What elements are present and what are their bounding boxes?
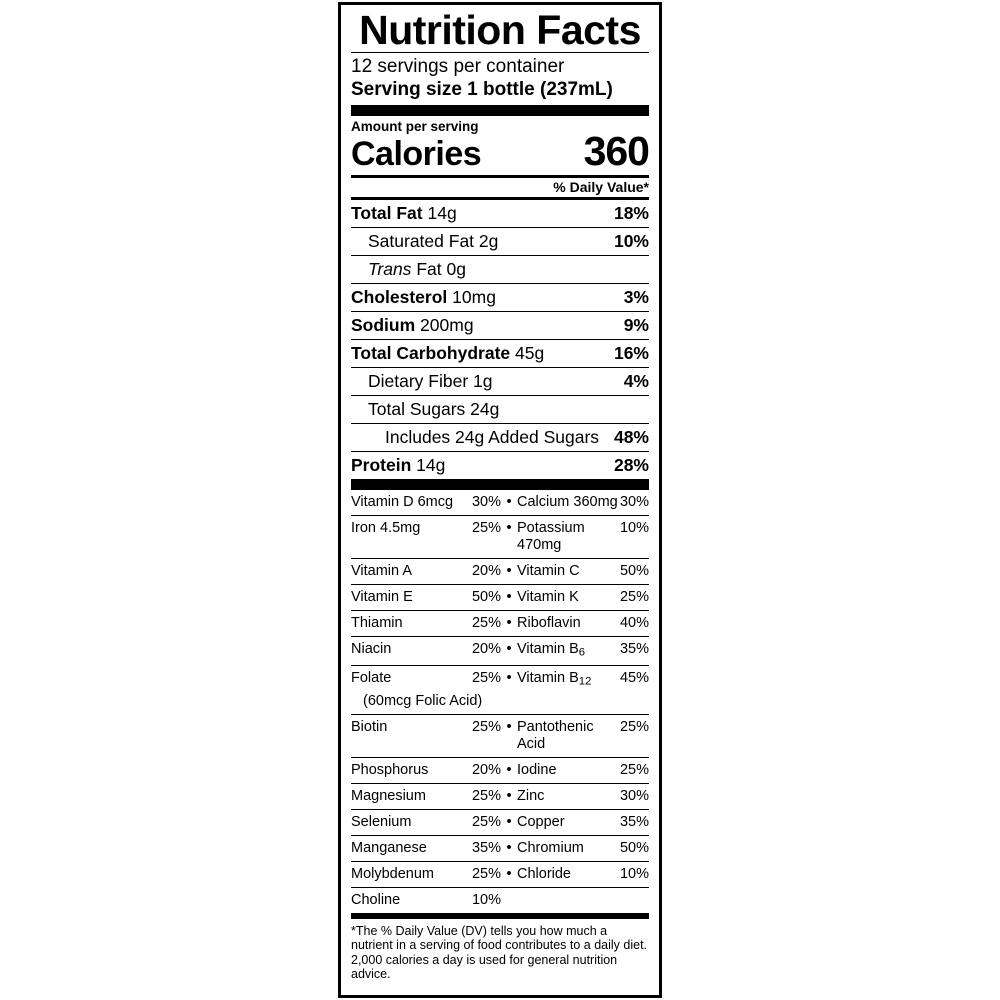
nutrient-name: Cholesterol (351, 287, 448, 307)
nutrient-pct: 16% (613, 343, 649, 363)
vitamin-left-pct: 25% (471, 865, 501, 882)
vitamin-left-pct: 25% (471, 813, 501, 830)
nutrient-name: Dietary Fiber (368, 371, 469, 391)
vitamin-row (351, 836, 649, 861)
vitamin-right-name: Chloride (517, 865, 571, 882)
vitamin-left-pct: 20% (471, 563, 501, 579)
vitamin-left-pct: 30% (471, 494, 501, 510)
vitamin-left-name: Vitamin D 6mcg (351, 494, 454, 510)
vitamin-left-name: Niacin (351, 641, 392, 657)
nutrient-amount: 2g (478, 231, 499, 251)
nutrient-amount: 14g (427, 203, 457, 223)
vitamin-left-pct: 20% (471, 641, 501, 657)
nutrient-amount: 45g (515, 343, 545, 363)
vitamin-left-name: Vitamin E (351, 589, 413, 605)
vitamin-left-pct: 25% (471, 670, 501, 687)
vitamin-right-pct: 25% (619, 718, 649, 735)
vitamin-left-name: Folate (351, 670, 392, 687)
page-title: Nutrition Facts (359, 7, 641, 53)
vitamin-right-pct: 45% (619, 670, 649, 687)
vitamin-right-name: Chromium (517, 839, 584, 856)
bullet-icon: • (506, 813, 512, 830)
vitamin-row (351, 784, 649, 809)
bullet-icon: • (506, 839, 512, 856)
nutrient-name: Sodium (351, 315, 416, 335)
vitamin-left-pct: 10% (471, 891, 501, 908)
bullet-icon: • (506, 520, 512, 536)
nutrient-pct: 3% (623, 287, 649, 307)
nutrition-facts-panel (338, 2, 662, 998)
vitamin-left-name: Choline (351, 891, 401, 908)
vitamin-right-name: Calcium 360mg (517, 494, 618, 510)
bullet-icon: • (506, 761, 512, 778)
divider-thick-calories (351, 105, 649, 116)
nutrient-pct: 10% (613, 231, 649, 251)
nutrient-name: Total Sugars (368, 399, 466, 419)
vitamin-row (351, 666, 649, 694)
nutrient-amount: 1g (473, 371, 493, 391)
footnote: *The % Daily Value (DV) tells you how much a nutrient in a serving of food contributes to a daily diet. 2,000 calories a day is used for general nutrition advice. (351, 923, 648, 982)
vitamin-right-pct: 40% (619, 615, 649, 631)
vitamin-left-name: Biotin (351, 718, 388, 735)
nutrient-row-total-carbohydrate (351, 340, 649, 367)
nutrient-row-saturated-fat (351, 228, 649, 255)
nutrient-row-total-fat (351, 200, 649, 227)
vitamin-row (351, 490, 649, 515)
calories-row (351, 128, 649, 174)
vitamin-right-pct: 50% (619, 563, 649, 579)
vitamin-left-name: Thiamin (351, 615, 403, 631)
nutrient-name: Trans (368, 259, 412, 279)
vitamin-left-name: Selenium (351, 813, 412, 830)
nutrient-row-trans-fat (351, 256, 649, 283)
vitamin-row (351, 559, 649, 584)
vitamin-row (351, 516, 649, 558)
vitamin-right-pct: 35% (619, 813, 649, 830)
vitamin-left-name: Manganese (351, 839, 427, 856)
vitamin-right-name: Riboflavin (517, 615, 581, 631)
vitamin-left-pct: 35% (471, 839, 501, 856)
bullet-icon: • (506, 670, 512, 687)
vitamin-right-pct: 25% (619, 589, 649, 605)
vitamin-right-pct: 10% (619, 520, 649, 536)
vitamin-left-name: Vitamin A (351, 563, 412, 579)
vitamin-right-pct: 35% (619, 641, 649, 657)
vitamin-row (351, 637, 649, 665)
vitamin-right-pct: 30% (619, 787, 649, 804)
vitamin-left-pct: 25% (471, 615, 501, 631)
vitamin-right-name: Zinc (517, 787, 545, 804)
vitamin-left-pct: 25% (471, 718, 501, 735)
vitamin-right-pct: 25% (619, 761, 649, 778)
nutrient-amount: 24g (470, 399, 500, 419)
vitamin-left-name: Magnesium (351, 787, 426, 804)
calories-label: Calories (351, 135, 482, 173)
bullet-icon: • (506, 563, 512, 579)
nutrient-row-cholesterol (351, 284, 649, 311)
nutrient-row-dietary-fiber (351, 368, 649, 395)
vitamin-left-name: Phosphorus (351, 761, 429, 778)
amount-per-serving-label: Amount per serving (351, 119, 479, 134)
bullet-icon: • (506, 589, 512, 605)
nutrient-pct: 4% (623, 371, 649, 391)
vitamin-right-name: Potassium 470mg (517, 520, 585, 553)
divider-thick-vitamins (351, 479, 649, 490)
nutrient-pct: 18% (613, 203, 649, 223)
vitamin-row (351, 611, 649, 636)
vitamin-right-name: Pantothenic Acid (517, 718, 594, 752)
vitamin-right-name: Iodine (517, 761, 557, 778)
nutrient-row-added-sugars (351, 424, 649, 451)
bullet-icon: • (506, 641, 512, 657)
folate-subline: (60mcg Folic Acid) (363, 692, 483, 709)
vitamin-right-name: Vitamin C (517, 563, 580, 579)
bullet-icon: • (506, 494, 512, 510)
vitamin-row (351, 810, 649, 835)
bullet-icon: • (506, 787, 512, 804)
vitamin-left-pct: 50% (471, 589, 501, 605)
vitamin-left-pct: 25% (471, 787, 501, 804)
serving-size: Serving size 1 bottle (237mL) (351, 79, 613, 100)
daily-value-header: % Daily Value* (553, 179, 649, 195)
bullet-icon: • (506, 718, 512, 735)
nutrient-amount: Fat 0g (416, 259, 466, 279)
vitamin-row (351, 888, 649, 913)
vitamin-left-pct: 25% (471, 520, 501, 536)
vitamin-row (351, 585, 649, 610)
vitamin-left-name: Iron 4.5mg (351, 520, 421, 536)
calories-value: 360 (583, 128, 649, 174)
nutrient-name: Total Carbohydrate (351, 343, 511, 363)
nutrient-name: Saturated Fat (368, 231, 475, 251)
nutrient-name: Protein (351, 455, 412, 475)
nutrient-amount: 14g (416, 455, 446, 475)
vitamin-row (351, 758, 649, 783)
vitamin-right-name: Vitamin $B_{12}$ (517, 670, 592, 688)
vitamin-left-pct: 20% (471, 761, 501, 778)
nutrient-row-sodium (351, 312, 649, 339)
nutrient-pct: 48% (613, 427, 649, 447)
bullet-icon: • (506, 615, 512, 631)
nutrient-row-total-sugars (351, 396, 649, 423)
nutrient-amount: 10mg (452, 287, 496, 307)
nutrient-name: Includes 24g Added Sugars (385, 427, 600, 447)
nutrient-amount: 200mg (420, 315, 474, 335)
vitamin-row (351, 862, 649, 887)
vitamin-right-pct: 30% (619, 494, 649, 510)
nutrient-name: Total Fat (351, 203, 423, 223)
nutrient-pct: 28% (613, 455, 649, 475)
vitamin-right-name: Copper (517, 813, 565, 830)
vitamin-left-name: Molybdenum (351, 865, 435, 882)
vitamin-row (351, 715, 649, 757)
vitamin-right-pct: 50% (619, 839, 649, 856)
nutrient-pct: 9% (623, 315, 649, 335)
servings-per-container: 12 servings per container (351, 56, 565, 77)
vitamin-right-name: Vitamin $B_6$ (517, 641, 586, 659)
vitamin-right-name: Vitamin K (517, 589, 579, 605)
bullet-icon: • (506, 865, 512, 882)
vitamin-right-pct: 10% (619, 865, 649, 882)
nutrient-row-protein (351, 452, 649, 479)
